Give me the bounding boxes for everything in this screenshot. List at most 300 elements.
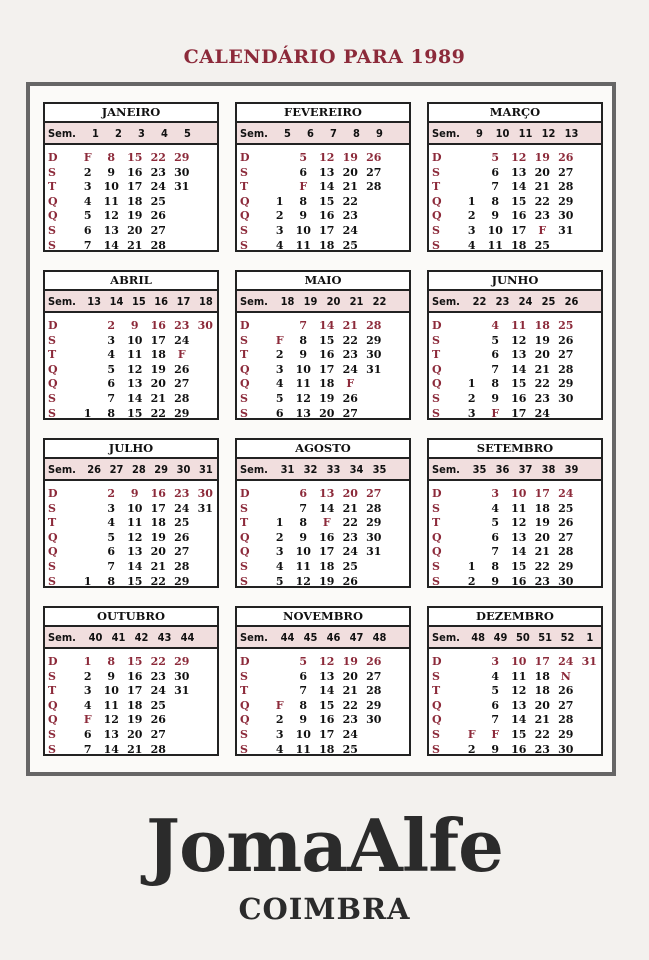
day-cell: 15 (127, 151, 143, 164)
weekday-letter: S (240, 669, 248, 683)
day-cell: 26 (366, 655, 382, 668)
week-number-row (45, 123, 217, 145)
weekday-row (240, 348, 409, 363)
day-cell: 15 (319, 698, 335, 712)
day-cell: F (467, 727, 476, 741)
day-cell (194, 516, 218, 531)
day-cell: 1 (467, 559, 476, 573)
weekday-letter: S (48, 501, 56, 515)
day-cell (362, 209, 386, 224)
weekday-letter: S (432, 574, 440, 588)
day-cell: 4 (275, 742, 284, 756)
day-cell: 11 (103, 194, 119, 208)
day-cell: 26 (150, 713, 166, 727)
month-name: NOVEMBRO (237, 608, 409, 627)
weekday-letter: S (240, 333, 248, 347)
day-cell: 24 (342, 362, 358, 376)
week-number: 22 (372, 294, 387, 308)
weekday-letter: Q (48, 362, 58, 376)
day-cell: 16 (150, 319, 166, 332)
month-6 (427, 270, 603, 420)
weekday-letter: S (432, 165, 440, 179)
weekday-row (240, 545, 409, 560)
weekday-row (48, 684, 217, 699)
weekday-letter: T (240, 180, 249, 194)
weekday-letter: T (432, 348, 441, 362)
day-cell: 11 (127, 348, 143, 362)
day-cell (268, 670, 292, 685)
week-number: 32 (303, 462, 318, 476)
day-cell: 10 (103, 684, 119, 698)
weekday-row (48, 487, 217, 502)
day-cell: 3 (107, 333, 116, 347)
weekday-letter: Q (48, 530, 58, 544)
day-cell: 4 (107, 516, 116, 530)
day-cell (194, 407, 218, 422)
week-number-row (237, 627, 409, 649)
month-8 (235, 438, 411, 588)
day-cell: 23 (150, 669, 166, 683)
day-cell (578, 670, 602, 685)
weekday-row (240, 670, 409, 685)
day-cell: F (83, 151, 92, 164)
day-cell: 15 (319, 333, 335, 347)
day-cell: 20 (534, 698, 550, 712)
day-cell (460, 516, 484, 531)
weekday-row (432, 699, 601, 714)
weekday-letter: S (432, 238, 440, 252)
day-cell: 27 (150, 223, 166, 237)
day-cell (76, 363, 100, 378)
day-cell: 8 (299, 698, 308, 712)
day-cell (362, 195, 386, 210)
day-cell: 12 (103, 209, 119, 223)
day-cell: 23 (534, 209, 550, 223)
day-cell: 18 (150, 516, 166, 530)
week-number: 19 (303, 294, 318, 308)
day-cell: 19 (534, 516, 550, 530)
day-cell: 27 (558, 530, 574, 544)
day-cell: 4 (275, 377, 284, 391)
weekday-row (240, 713, 409, 728)
weekday-row (48, 699, 217, 714)
day-cell (460, 502, 484, 517)
week-number: 7 (330, 126, 337, 140)
day-cell: 16 (319, 348, 335, 362)
day-cell: 29 (558, 377, 574, 391)
day-cell: 15 (127, 406, 143, 420)
calendar-frame (26, 82, 616, 776)
day-cell: 7 (299, 319, 308, 332)
day-cell: 22 (534, 377, 550, 391)
weekday-letter: Q (48, 545, 58, 559)
weekday-letter: S (48, 165, 56, 179)
day-cell: 4 (491, 501, 500, 515)
day-grid (429, 649, 601, 757)
day-cell: 3 (275, 545, 284, 559)
weekday-row (48, 545, 217, 560)
week-label: Sem. (432, 462, 460, 476)
day-cell (194, 348, 218, 363)
month-12 (427, 606, 603, 756)
day-cell: 15 (511, 559, 527, 573)
day-cell: 30 (174, 669, 190, 683)
day-cell: 11 (487, 238, 503, 252)
day-cell: 9 (107, 165, 116, 179)
day-cell: 6 (107, 377, 116, 391)
day-cell: 20 (150, 377, 166, 391)
week-number-row (429, 123, 601, 145)
week-number: 13 (87, 294, 102, 308)
week-number: 31 (280, 462, 295, 476)
weekday-letter: D (432, 655, 442, 668)
weekday-letter: S (48, 238, 56, 252)
day-cell: 12 (295, 574, 311, 588)
weekday-letter: Q (432, 713, 442, 727)
day-cell: 8 (107, 406, 116, 420)
day-cell: 26 (342, 574, 358, 588)
day-cell: 6 (491, 530, 500, 544)
week-number: 39 (564, 462, 579, 476)
weekday-row (240, 516, 409, 531)
day-cell: 13 (319, 487, 335, 500)
day-cell: 5 (107, 362, 116, 376)
day-cell: 2 (467, 574, 476, 588)
week-label: Sem. (48, 630, 76, 644)
weekday-letter: Q (48, 713, 58, 727)
weekday-letter: Q (432, 530, 442, 544)
day-cell (362, 560, 386, 575)
day-cell: 10 (487, 223, 503, 237)
day-cell: 6 (491, 165, 500, 179)
day-cell: 11 (103, 698, 119, 712)
week-number: 50 (515, 630, 530, 644)
day-cell: 22 (342, 194, 358, 208)
day-cell (362, 575, 386, 590)
day-cell: 2 (275, 348, 284, 362)
weekday-row (48, 334, 217, 349)
day-grid (45, 481, 217, 589)
day-cell: 24 (534, 406, 550, 420)
day-cell: 3 (491, 655, 500, 668)
day-cell: 19 (127, 713, 143, 727)
day-cell: 10 (127, 333, 143, 347)
weekday-row (432, 180, 601, 195)
week-number: 33 (326, 462, 341, 476)
month-name: JULHO (45, 440, 217, 459)
day-cell: 3 (467, 406, 476, 420)
day-cell: 18 (127, 194, 143, 208)
weekday-letter: T (48, 348, 57, 362)
day-cell: 17 (534, 655, 550, 668)
day-cell: 11 (511, 669, 527, 683)
day-cell: 31 (366, 545, 382, 559)
day-cell: 16 (127, 165, 143, 179)
day-cell: 26 (558, 333, 574, 347)
day-cell: 24 (150, 684, 166, 698)
day-cell: 16 (319, 713, 335, 727)
day-cell: 10 (103, 180, 119, 194)
day-cell: 8 (107, 655, 116, 668)
weekday-row (240, 224, 409, 239)
day-grid (237, 313, 409, 421)
city-name: COIMBRA (238, 892, 411, 926)
day-cell: 15 (127, 574, 143, 588)
day-cell: 20 (150, 545, 166, 559)
day-cell (460, 545, 484, 560)
day-cell: 8 (491, 377, 500, 391)
day-cell (76, 334, 100, 349)
day-cell: 11 (295, 377, 311, 391)
week-number-row (429, 459, 601, 481)
day-cell: 30 (197, 319, 213, 332)
month-9 (427, 438, 603, 588)
day-cell: 20 (127, 727, 143, 741)
day-cell: 21 (127, 238, 143, 252)
day-cell: 7 (107, 391, 116, 405)
day-cell: 23 (534, 391, 550, 405)
weekday-letter: S (48, 742, 56, 756)
day-cell (268, 319, 292, 334)
week-number: 49 (493, 630, 508, 644)
weekday-letter: Q (240, 377, 250, 391)
month-5 (235, 270, 411, 420)
day-cell (170, 195, 194, 210)
day-cell: 11 (295, 238, 311, 252)
day-cell: 11 (295, 559, 311, 573)
day-cell: 9 (491, 574, 500, 588)
weekday-letter: Q (240, 194, 250, 208)
weekday-row (240, 743, 409, 758)
day-cell: F (177, 348, 186, 362)
day-grid (429, 481, 601, 589)
day-cell: 3 (275, 223, 284, 237)
day-cell: 27 (174, 545, 190, 559)
week-number: 42 (134, 630, 149, 644)
day-cell: 26 (558, 516, 574, 530)
day-cell: 16 (511, 209, 527, 223)
day-cell: F (491, 406, 500, 420)
day-cell (460, 531, 484, 546)
month-name: DEZEMBRO (429, 608, 601, 627)
day-cell (578, 699, 602, 714)
day-cell (76, 560, 100, 575)
weekday-letter: S (432, 742, 440, 756)
weekday-letter: S (432, 223, 440, 237)
day-cell (170, 728, 194, 743)
day-cell: 3 (83, 180, 92, 194)
day-cell (194, 363, 218, 378)
weekday-row (432, 377, 601, 392)
weekday-row (48, 516, 217, 531)
week-number: 18 (198, 294, 213, 308)
day-cell: 23 (534, 574, 550, 588)
day-grid (45, 649, 217, 757)
day-cell: 14 (511, 545, 527, 559)
weekday-letter: Q (48, 209, 58, 223)
day-cell: 2 (467, 742, 476, 756)
week-number: 26 (87, 462, 102, 476)
month-name: OUTUBRO (45, 608, 217, 627)
day-cell: 23 (342, 530, 358, 544)
day-grid (237, 649, 409, 757)
day-cell: 3 (491, 487, 500, 500)
week-number-row (237, 459, 409, 481)
day-cell (170, 209, 194, 224)
day-cell (268, 684, 292, 699)
day-cell: 6 (299, 487, 308, 500)
day-cell: 30 (197, 487, 213, 500)
day-cell: 14 (127, 391, 143, 405)
month-name: JANEIRO (45, 104, 217, 123)
day-cell: 11 (127, 516, 143, 530)
week-label: Sem. (240, 126, 268, 140)
day-cell: 31 (174, 684, 190, 698)
day-cell (76, 487, 100, 502)
day-cell: 21 (150, 391, 166, 405)
weekday-row (240, 392, 409, 407)
day-cell: 8 (299, 516, 308, 530)
day-cell: 3 (467, 223, 476, 237)
day-cell: 8 (491, 194, 500, 208)
day-cell: 9 (130, 319, 139, 332)
day-cell: 18 (534, 319, 550, 332)
day-cell: 5 (275, 391, 284, 405)
weekday-row (240, 319, 409, 334)
month-1 (43, 102, 219, 252)
day-cell: 3 (83, 684, 92, 698)
day-cell: 25 (558, 319, 574, 332)
day-cell: 26 (366, 151, 382, 164)
day-cell: 9 (299, 348, 308, 362)
day-cell: 13 (127, 545, 143, 559)
week-number: 10 (495, 126, 510, 140)
weekday-letter: Q (432, 362, 442, 376)
day-cell: 14 (103, 742, 119, 756)
weekday-row (432, 363, 601, 378)
day-cell (460, 319, 484, 334)
day-cell: 14 (319, 501, 335, 515)
day-cell: 29 (174, 655, 190, 668)
week-number: 23 (495, 294, 510, 308)
weekday-letter: Q (240, 209, 250, 223)
day-cell: 18 (319, 559, 335, 573)
day-cell (362, 743, 386, 758)
day-cell: 3 (275, 362, 284, 376)
day-cell: 4 (83, 194, 92, 208)
day-cell: 16 (319, 209, 335, 223)
weekday-letter: Q (432, 209, 442, 223)
week-number: 2 (115, 126, 122, 140)
weekday-row (432, 239, 601, 254)
day-cell: 12 (127, 530, 143, 544)
day-cell (362, 377, 386, 392)
weekday-letter: S (240, 742, 248, 756)
day-cell: 12 (511, 151, 527, 164)
weekday-letter: S (432, 406, 440, 420)
weekday-letter: S (48, 406, 56, 420)
day-cell: 22 (342, 516, 358, 530)
day-cell (268, 180, 292, 195)
week-number: 52 (560, 630, 575, 644)
weekday-row (240, 655, 409, 670)
day-cell: 21 (342, 319, 358, 332)
day-cell (578, 743, 602, 758)
day-cell: 4 (275, 559, 284, 573)
weekday-letter: Q (240, 362, 250, 376)
week-number: 28 (131, 462, 146, 476)
day-cell: 16 (511, 574, 527, 588)
day-cell: 27 (558, 165, 574, 179)
weekday-letter: T (432, 684, 441, 698)
day-cell: 21 (127, 742, 143, 756)
weekday-row (240, 487, 409, 502)
day-cell: 5 (275, 574, 284, 588)
weekday-letter: T (240, 516, 249, 530)
weekday-row (432, 166, 601, 181)
day-cell: 14 (511, 713, 527, 727)
weekday-letter: D (240, 319, 250, 332)
day-cell: 14 (511, 180, 527, 194)
day-cell (194, 392, 218, 407)
day-cell: 2 (275, 530, 284, 544)
day-cell (268, 151, 292, 166)
day-cell: 26 (174, 362, 190, 376)
day-cell: 13 (295, 406, 311, 420)
day-cell (460, 334, 484, 349)
day-cell: 30 (366, 348, 382, 362)
week-number: 48 (372, 630, 387, 644)
day-cell: 14 (511, 362, 527, 376)
day-cell: 1 (83, 574, 92, 588)
day-cell (460, 655, 484, 670)
day-cell: 25 (558, 501, 574, 515)
day-cell (460, 166, 484, 181)
weekday-row (48, 743, 217, 758)
weekday-letter: D (48, 151, 58, 164)
week-number: 35 (372, 462, 387, 476)
day-cell: 19 (150, 530, 166, 544)
day-cell: 5 (299, 151, 308, 164)
day-cell: 28 (366, 319, 382, 332)
week-number: 15 (131, 294, 146, 308)
day-cell: 19 (534, 151, 550, 164)
week-label: Sem. (432, 630, 460, 644)
day-cell: 5 (299, 655, 308, 668)
day-cell: 3 (275, 727, 284, 741)
month-4 (43, 270, 219, 420)
week-label: Sem. (240, 630, 268, 644)
day-cell: 7 (491, 362, 500, 376)
weekday-row (432, 392, 601, 407)
weekday-row (240, 575, 409, 590)
day-cell: N (560, 669, 571, 683)
calendar-title: CALENDÁRIO PARA 1989 (183, 46, 466, 68)
day-cell (460, 348, 484, 363)
week-number: 44 (180, 630, 195, 644)
weekday-row (240, 560, 409, 575)
day-cell: 11 (295, 742, 311, 756)
weekday-row (240, 209, 409, 224)
day-cell: 17 (150, 333, 166, 347)
week-number: 6 (307, 126, 314, 140)
day-cell: 2 (275, 713, 284, 727)
day-cell: 10 (295, 362, 311, 376)
weekday-row (48, 348, 217, 363)
day-cell: 29 (366, 333, 382, 347)
weekday-row (48, 151, 217, 166)
day-cell: F (275, 698, 284, 712)
